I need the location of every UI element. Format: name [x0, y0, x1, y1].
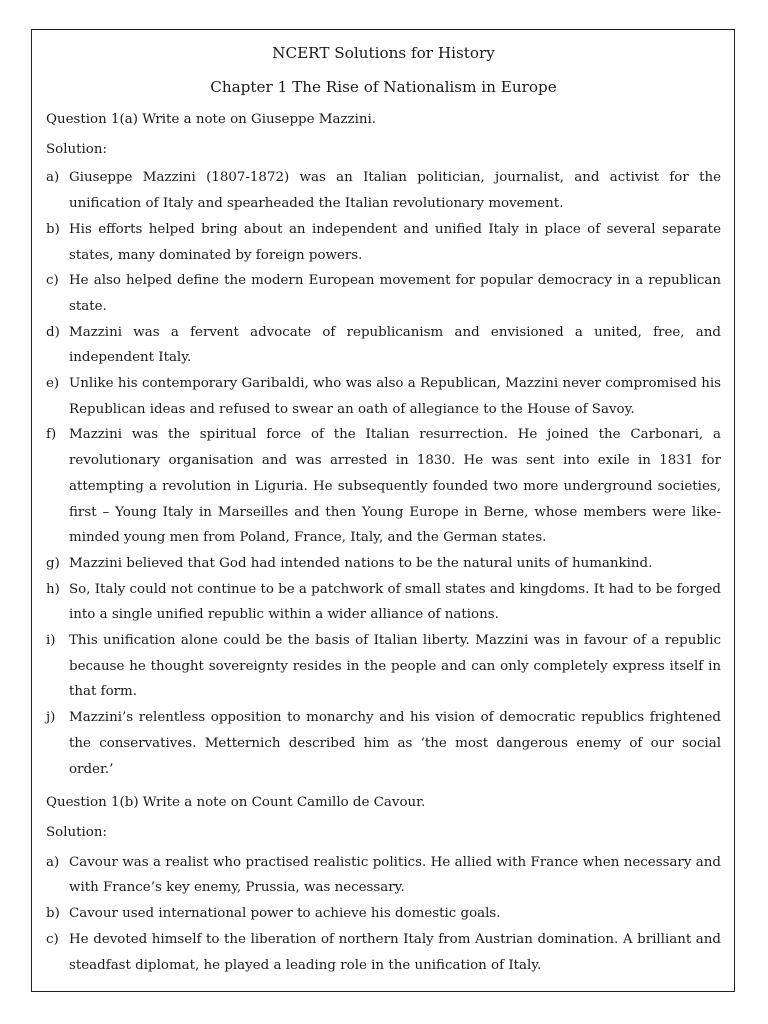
list-item [46, 165, 721, 216]
list-item [46, 422, 721, 551]
list-item-text: Mazzini believed that God had intended nations to be the natural units of humankind. [69, 555, 653, 571]
list-item [46, 628, 721, 705]
answer-list-1a [46, 165, 721, 782]
list-item-text: Mazzini’s relentless opposition to monarchy and his vision of democratic republics frightened the conservatives. Metternich described him as ‘the most dangerous enemy of our social order.’ [69, 710, 721, 777]
list-marker: j) [46, 710, 56, 726]
list-item-text: This unification alone could be the basis of Italian liberty. Mazzini was in favour of a republic because he thought sovereignty resides in the people and can only completely express itself in that form. [69, 633, 721, 700]
list-item [46, 551, 721, 577]
list-item-text: Cavour used international power to achieve his domestic goals. [69, 906, 501, 922]
list-item [46, 371, 721, 422]
list-item-text: Unlike his contemporary Garibaldi, who was also a Republican, Mazzini never compromised his Republican ideas and refused to swear an oath of allegiance to the House of Savoy. [69, 376, 721, 417]
list-item-text: Giuseppe Mazzini (1807-1872) was an Italian politician, journalist, and activist for the unification of Italy and spearheaded the Italian revolutionary movement. [69, 170, 721, 212]
list-marker: c) [46, 931, 59, 947]
list-item-text: He devoted himself to the liberation of northern Italy from Austrian domination. A brilliant and steadfast diplomat, he played a leading role in the unification of Italy. [69, 931, 721, 973]
document-title: NCERT Solutions for History [272, 44, 495, 62]
list-marker: a) [46, 170, 60, 186]
list-marker: b) [46, 221, 60, 237]
list-item-text: Cavour was a realist who practised realistic politics. He allied with France when necessary and with France’s key enemy, Prussia, was necessary. [69, 854, 721, 896]
list-marker: h) [46, 581, 60, 597]
solution-label-1a: Solution: [46, 141, 108, 157]
list-item-text: Mazzini was the spiritual force of the Italian resurrection. He joined the Carbonari, a revolutionary organisation and was arrested in 1830. He was sent into exile in 1831 for attempting a revolution in Liguria. He subsequently founded two more underground societies, first – Young Italy in Marseilles and then Young Europe in Berne, whose members were like-minded young men from Poland, France, Italy, and the German states. [69, 427, 721, 546]
list-item-text: Mazzini was a fervent advocate of republicanism and envisioned a united, free, and independent Italy. [69, 324, 721, 366]
list-marker: e) [46, 376, 60, 392]
list-item [46, 850, 721, 901]
answer-list-1b [46, 850, 721, 979]
list-item [46, 268, 721, 319]
list-marker: a) [46, 854, 60, 870]
list-marker: d) [46, 324, 60, 340]
chapter-title: Chapter 1 The Rise of Nationalism in Europe [210, 78, 557, 96]
list-item-text: His efforts helped bring about an independent and unified Italy in place of several separate states, many dominated by foreign powers. [69, 221, 721, 263]
list-item [46, 217, 721, 268]
list-item [46, 927, 721, 978]
list-marker: c) [46, 273, 59, 289]
solution-label-1b: Solution: [46, 824, 108, 840]
list-item [46, 577, 721, 628]
list-marker: g) [46, 555, 60, 571]
list-item-text: He also helped define the modern European movement for popular democracy in a republican state. [69, 273, 721, 314]
document-body [46, 42, 721, 978]
list-marker: b) [46, 906, 60, 922]
question-1a: Question 1(a) Write a note on Giuseppe Mazzini. [46, 112, 377, 127]
question-1b: Question 1(b) Write a note on Count Camillo de Cavour. [46, 795, 426, 811]
list-marker: f) [46, 427, 57, 443]
list-item [46, 901, 721, 927]
list-item [46, 705, 721, 782]
list-marker: i) [46, 633, 56, 649]
list-item-text: So, Italy could not continue to be a patchwork of small states and kingdoms. It had to be forged into a single unified republic within a wider alliance of nations. [69, 581, 721, 623]
list-item [46, 320, 721, 371]
